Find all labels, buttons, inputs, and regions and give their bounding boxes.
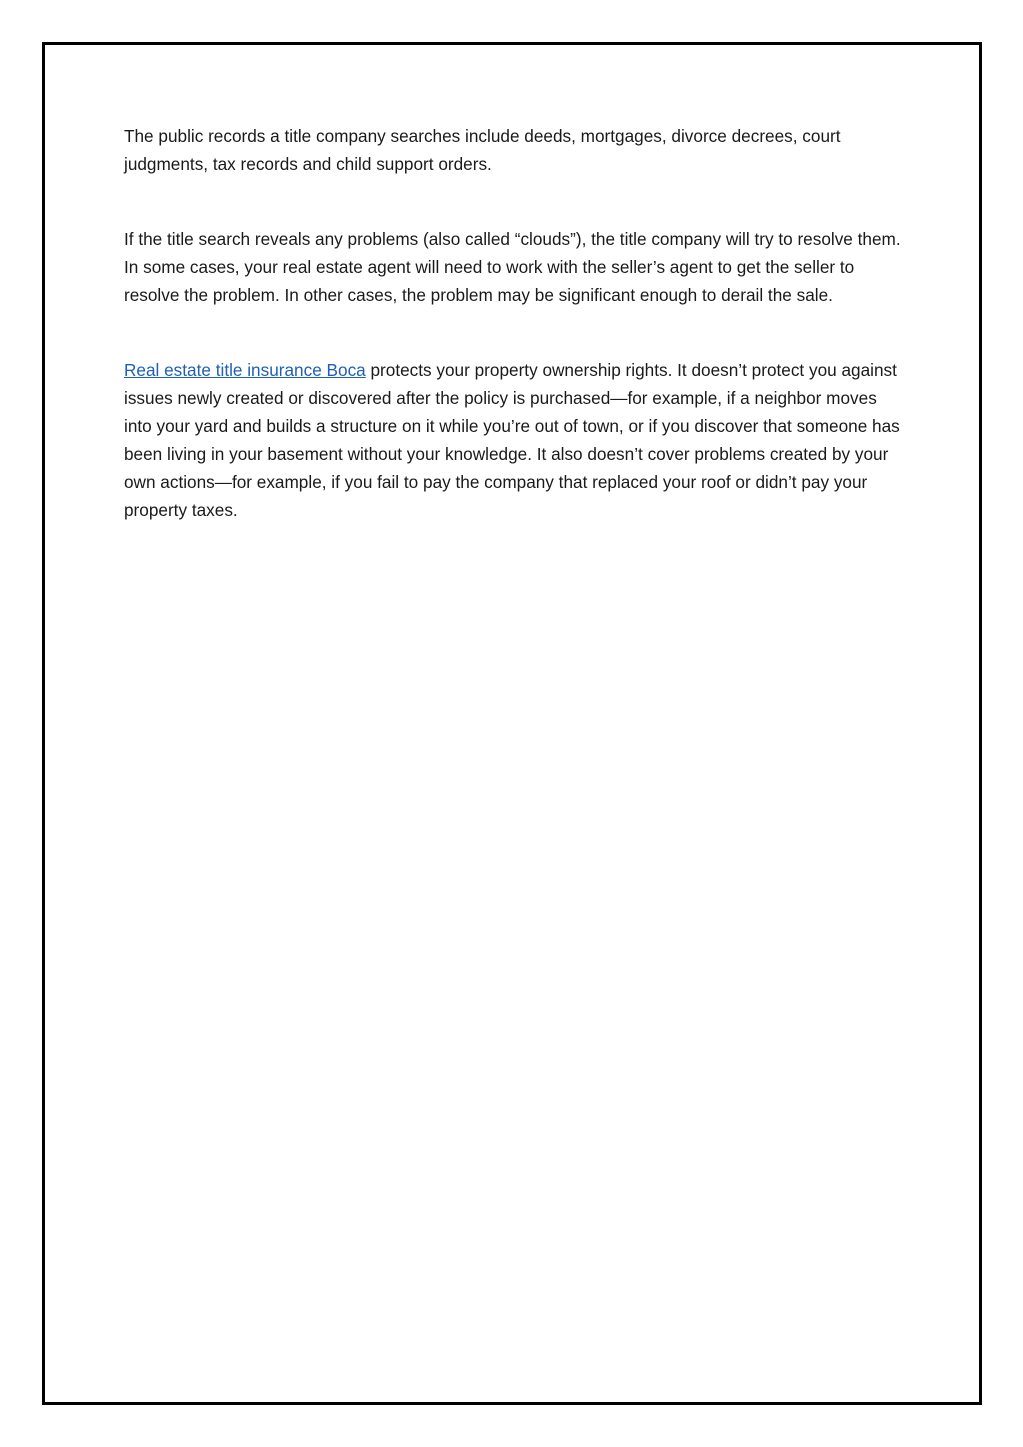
paragraph-public-records [124, 122, 904, 178]
paragraph-text: The public records a title company searches include deeds, mortgages, divorce decrees, court judgments, tax records and child support orders. [124, 126, 841, 174]
paragraph-title-search [124, 225, 904, 309]
paragraph-text: If the title search reveals any problems (also called “clouds”), the title company will try to resolve them. In some cases, your real estate agent will need to work with the seller’s agent to get the seller to resolve the problem. In other cases, the problem may be significant enough to derail the sale. [124, 229, 901, 305]
paragraph-text: protects your property ownership rights. It doesn’t protect you against issues newly created or discovered after the policy is purchased—for example, if a neighbor moves into your yard and builds a structure on it while you’re out of town, or if you discover that someone has been living in your basement without your knowledge. It also doesn’t cover problems created by your own actions—for example, if you fail to pay the company that replaced your roof or didn’t pay your property taxes. [124, 360, 900, 520]
document-body [124, 122, 904, 571]
title-insurance-link[interactable]: Real estate title insurance Boca [124, 360, 366, 380]
paragraph-title-insurance [124, 356, 904, 524]
